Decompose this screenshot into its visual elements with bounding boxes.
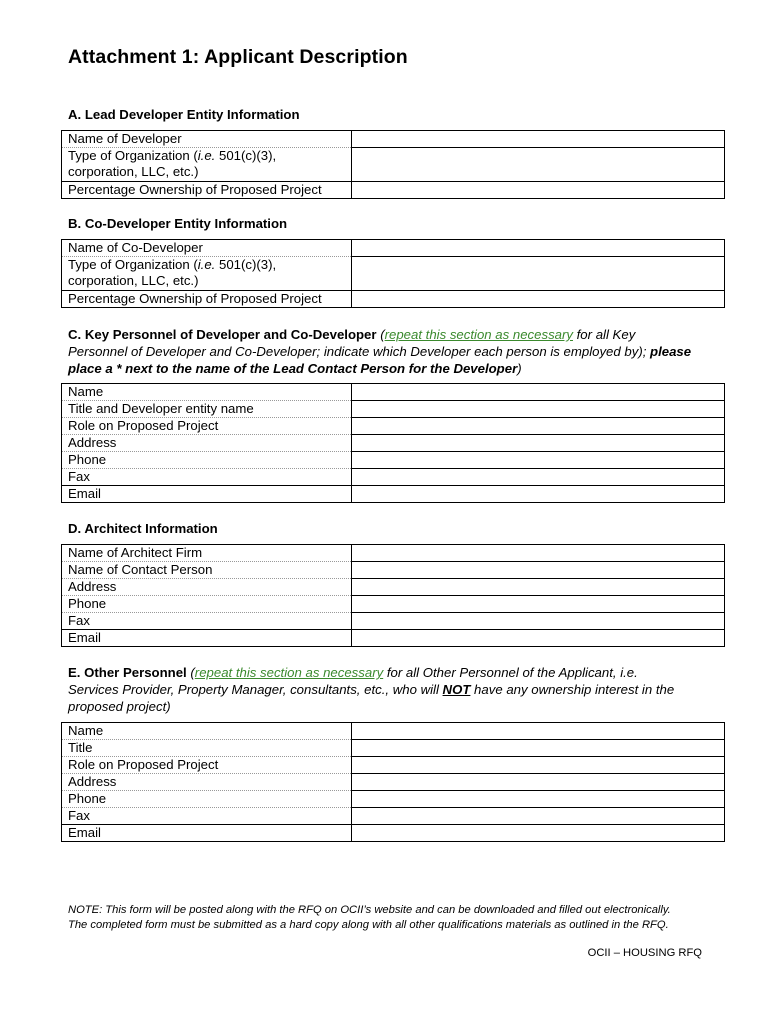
field-architect-fax[interactable] bbox=[352, 613, 725, 630]
field-other-role[interactable] bbox=[352, 757, 725, 774]
field-other-title[interactable] bbox=[352, 740, 725, 757]
section-d-table bbox=[61, 544, 725, 647]
field-other-phone[interactable] bbox=[352, 791, 725, 808]
label-personnel-phone: Phone bbox=[62, 452, 352, 469]
field-co-percentage-ownership[interactable] bbox=[352, 291, 725, 308]
label-name-of-developer: Name of Developer bbox=[62, 131, 352, 148]
page-footer: OCII – HOUSING RFQ bbox=[587, 947, 702, 959]
label-other-title: Title bbox=[62, 740, 352, 757]
label-personnel-title: Title and Developer entity name bbox=[62, 401, 352, 418]
field-personnel-address[interactable] bbox=[352, 435, 725, 452]
label-personnel-address: Address bbox=[62, 435, 352, 452]
field-architect-firm[interactable] bbox=[352, 545, 725, 562]
section-b-table bbox=[61, 239, 725, 308]
field-personnel-role[interactable] bbox=[352, 418, 725, 435]
field-personnel-email[interactable] bbox=[352, 486, 725, 503]
label-architect-contact: Name of Contact Person bbox=[62, 562, 352, 579]
field-name-of-developer[interactable] bbox=[352, 131, 725, 148]
label-architect-email: Email bbox=[62, 630, 352, 647]
field-architect-email[interactable] bbox=[352, 630, 725, 647]
field-type-of-organization[interactable] bbox=[352, 148, 725, 182]
section-e-table bbox=[61, 722, 725, 842]
section-d-title: D. Architect Information bbox=[68, 521, 218, 536]
form-note: NOTE: This form will be posted along with the RFQ on OCII’s website and can be downloaded and filled out electronically. The completed form must be submitted as a hard copy along with all other qualifications materials as outlined in the RFQ. bbox=[68, 904, 671, 931]
field-architect-address[interactable] bbox=[352, 579, 725, 596]
section-c-table bbox=[61, 383, 725, 503]
label-other-phone: Phone bbox=[62, 791, 352, 808]
label-personnel-email: Email bbox=[62, 486, 352, 503]
label-other-email: Email bbox=[62, 825, 352, 842]
field-other-email[interactable] bbox=[352, 825, 725, 842]
label-other-role: Role on Proposed Project bbox=[62, 757, 352, 774]
section-d-heading bbox=[68, 520, 218, 537]
section-e-title: E. Other Personnel bbox=[68, 665, 187, 680]
label-personnel-role: Role on Proposed Project bbox=[62, 418, 352, 435]
field-architect-phone[interactable] bbox=[352, 596, 725, 613]
field-architect-contact[interactable] bbox=[352, 562, 725, 579]
section-a-title: A. Lead Developer Entity Information bbox=[68, 107, 300, 122]
page-title: Attachment 1: Applicant Description bbox=[68, 46, 408, 68]
field-percentage-ownership[interactable] bbox=[352, 182, 725, 199]
label-architect-firm: Name of Architect Firm bbox=[62, 545, 352, 562]
label-other-address: Address bbox=[62, 774, 352, 791]
field-name-of-co-developer[interactable] bbox=[352, 240, 725, 257]
field-personnel-phone[interactable] bbox=[352, 452, 725, 469]
section-b-title: B. Co-Developer Entity Information bbox=[68, 216, 288, 231]
label-percentage-ownership: Percentage Ownership of Proposed Project bbox=[62, 182, 352, 199]
label-name-of-co-developer: Name of Co-Developer bbox=[62, 240, 352, 257]
label-co-percentage-ownership: Percentage Ownership of Proposed Project bbox=[62, 291, 352, 308]
field-personnel-title[interactable] bbox=[352, 401, 725, 418]
label-architect-address: Address bbox=[62, 579, 352, 596]
label-other-name: Name bbox=[62, 723, 352, 740]
field-personnel-fax[interactable] bbox=[352, 469, 725, 486]
field-other-address[interactable] bbox=[352, 774, 725, 791]
section-a-heading bbox=[68, 106, 300, 123]
label-architect-phone: Phone bbox=[62, 596, 352, 613]
label-personnel-name: Name bbox=[62, 384, 352, 401]
repeat-section-link-e[interactable]: repeat this section as necessary bbox=[194, 665, 384, 680]
label-co-type-of-organization: Type of Organization (i.e. 501(c)(3), corporation, LLC, etc.) bbox=[62, 257, 352, 291]
section-c-heading: C. Key Personnel of Developer and Co-Developer (repeat this section as necessary for all Key Personnel of Developer and Co-Developer; indicate which Developer each person is employed by); please place a * next to the name of the Lead Contact Person for the Developer) bbox=[68, 327, 692, 376]
repeat-section-link-c[interactable]: repeat this section as necessary bbox=[384, 327, 573, 342]
field-personnel-name[interactable] bbox=[352, 384, 725, 401]
field-other-name[interactable] bbox=[352, 723, 725, 740]
label-other-fax: Fax bbox=[62, 808, 352, 825]
field-other-fax[interactable] bbox=[352, 808, 725, 825]
label-type-of-organization: Type of Organization (i.e. 501(c)(3), corporation, LLC, etc.) bbox=[62, 148, 352, 182]
field-co-type-of-organization[interactable] bbox=[352, 257, 725, 291]
label-personnel-fax: Fax bbox=[62, 469, 352, 486]
section-c-title: C. Key Personnel of Developer and Co-Developer bbox=[68, 327, 377, 342]
section-b-heading bbox=[68, 215, 287, 232]
section-a-table bbox=[61, 130, 725, 199]
section-e-heading: E. Other Personnel (repeat this section as necessary for all Other Personnel of the Applicant, i.e. Services Provider, Property Manager, consultants, etc., who will NOT have any ownership interest in the proposed project) bbox=[68, 665, 675, 714]
label-architect-fax: Fax bbox=[62, 613, 352, 630]
